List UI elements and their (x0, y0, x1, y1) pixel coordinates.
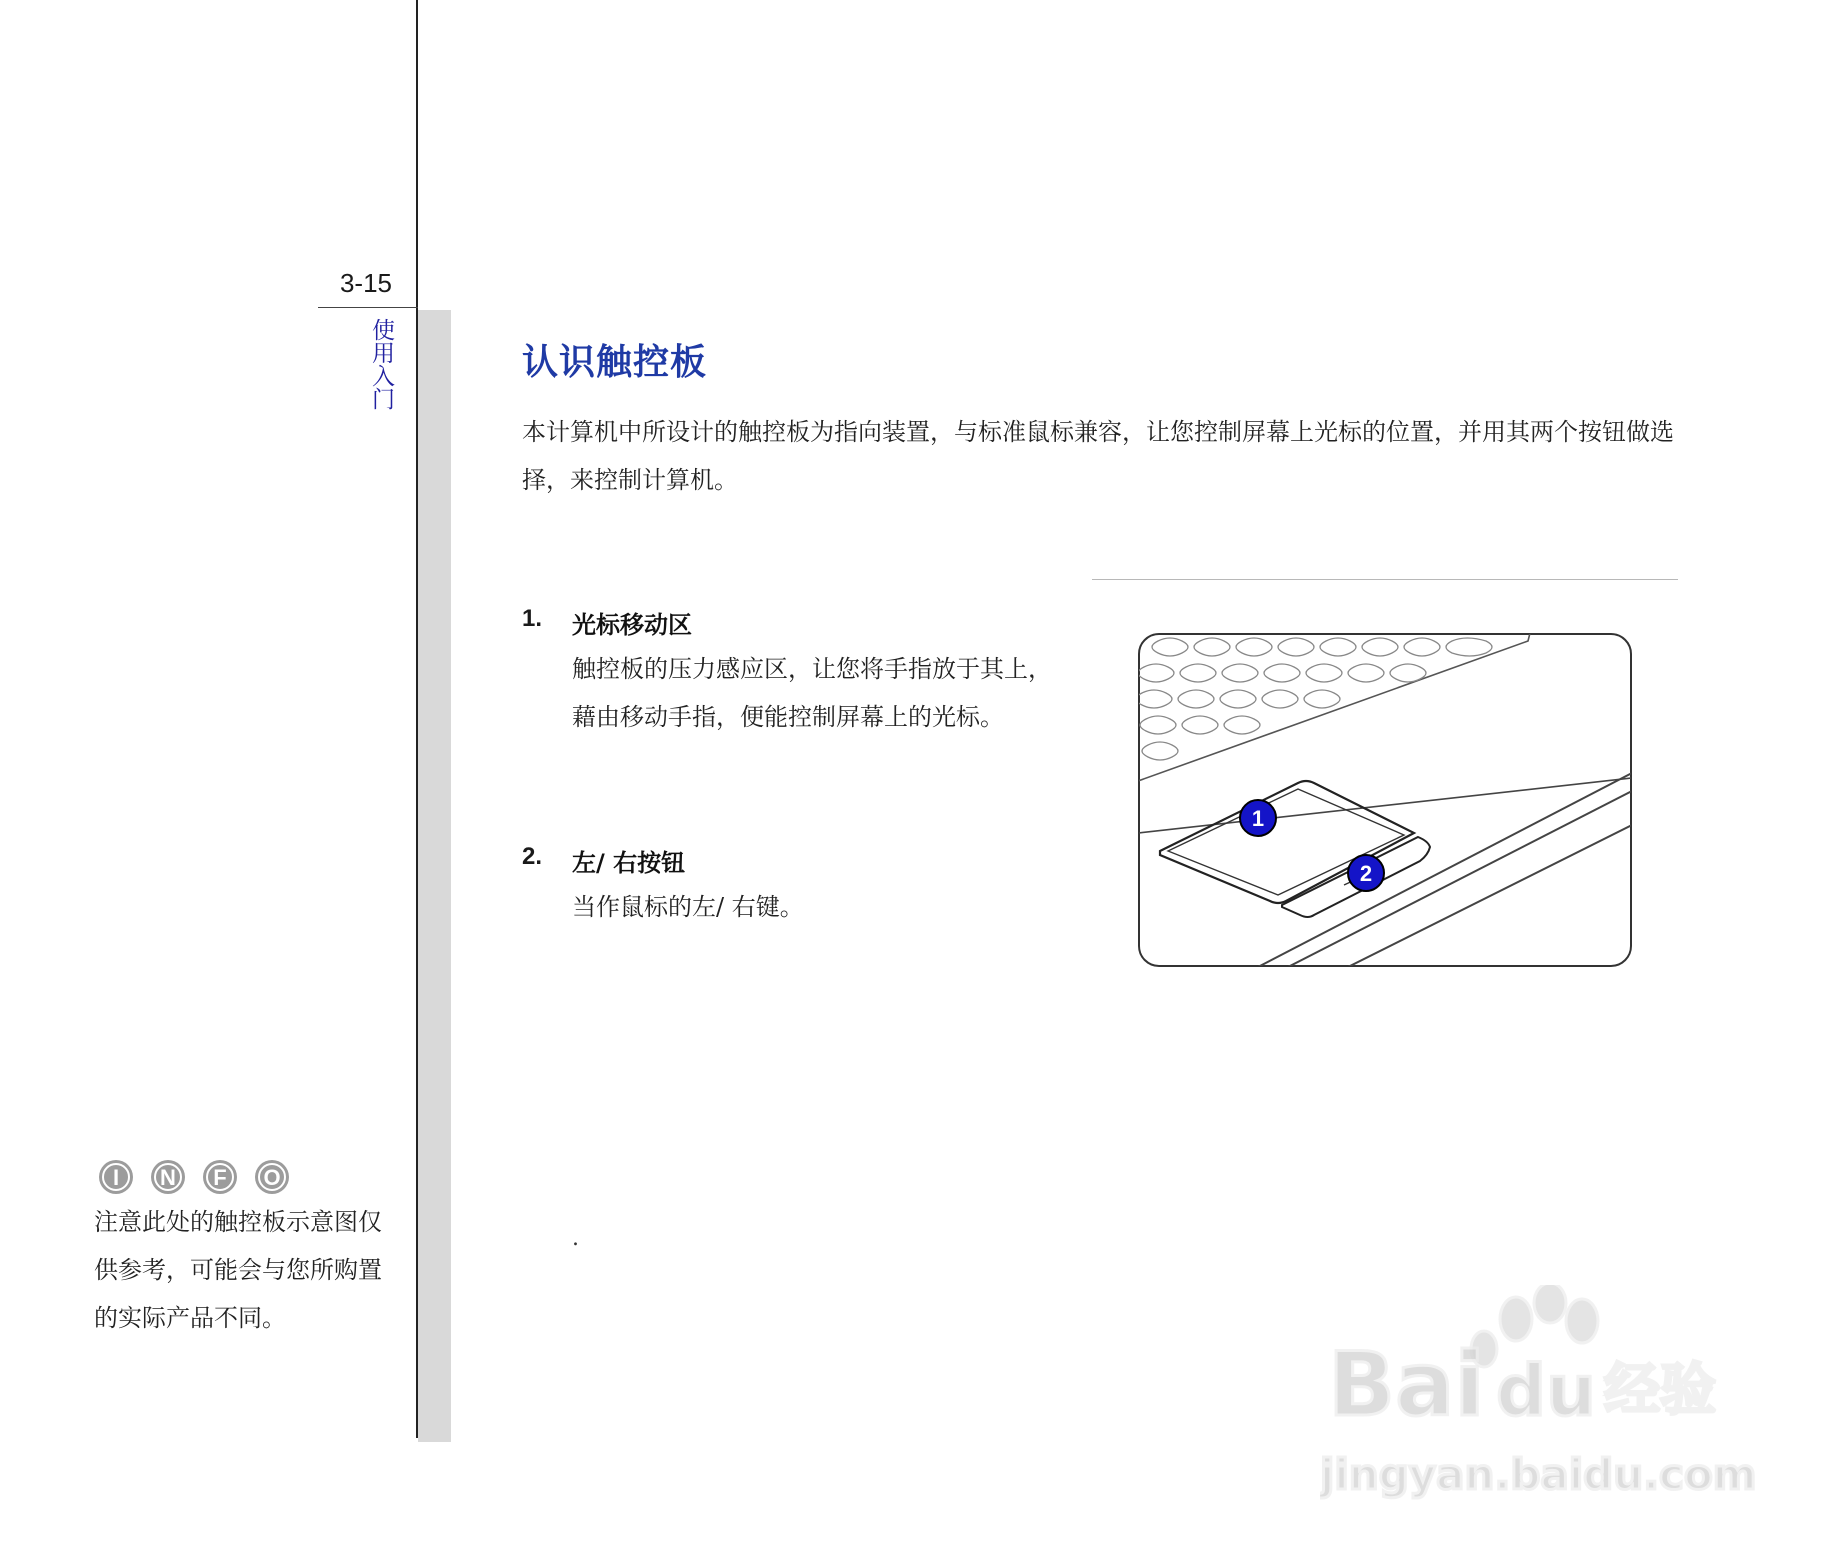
item-description: 触控板的压力感应区，让您将手指放于其上，藉由移动手指，便能控制屏幕上的光标。 (572, 655, 1052, 731)
info-letter-i: I (112, 1165, 120, 1190)
watermark-suffix: 经验 (1604, 1358, 1716, 1423)
callout-1 (1240, 800, 1276, 836)
stray-mark: . (572, 1226, 579, 1251)
info-letter-o: O (263, 1165, 281, 1190)
figure-separator (1092, 579, 1678, 580)
info-icon (94, 1158, 298, 1196)
section-title: 认识触控板 (522, 342, 708, 383)
info-note: 注意此处的触控板示意图仅供参考，可能会与您所购置的实际产品不同。 (94, 1208, 382, 1332)
baidu-watermark (1320, 1285, 1760, 1510)
watermark-brand: Bai (1328, 1333, 1485, 1436)
callout-2-label: 2 (1359, 861, 1373, 886)
info-letter-f: F (213, 1165, 227, 1190)
item-heading: 左/ 右按钮 (572, 849, 686, 877)
chapter-label: 使用入门 (368, 318, 394, 410)
info-letter-n: N (160, 1165, 176, 1190)
touchpad-illustration (1138, 633, 1632, 967)
callout-1-label: 1 (1251, 806, 1265, 831)
watermark-url: jingyan.baidu.com (1320, 1450, 1757, 1499)
watermark-brand-du: du (1496, 1350, 1596, 1432)
item-number: 2. (522, 843, 543, 870)
item-number: 1. (522, 605, 543, 632)
sidebar-gray-band (418, 310, 451, 1442)
item-description: 当作鼠标的左/ 右键。 (572, 893, 804, 921)
intro-paragraph: 本计算机中所设计的触控板为指向装置，与标准鼠标兼容，让您控制屏幕上光标的位置，并用其两个按钮做选择，来控制计算机。 (522, 418, 1674, 494)
callout-2 (1348, 855, 1384, 891)
item-heading: 光标移动区 (572, 611, 692, 639)
page-number-rule (318, 307, 418, 308)
page-number: 3-15 (339, 268, 392, 298)
